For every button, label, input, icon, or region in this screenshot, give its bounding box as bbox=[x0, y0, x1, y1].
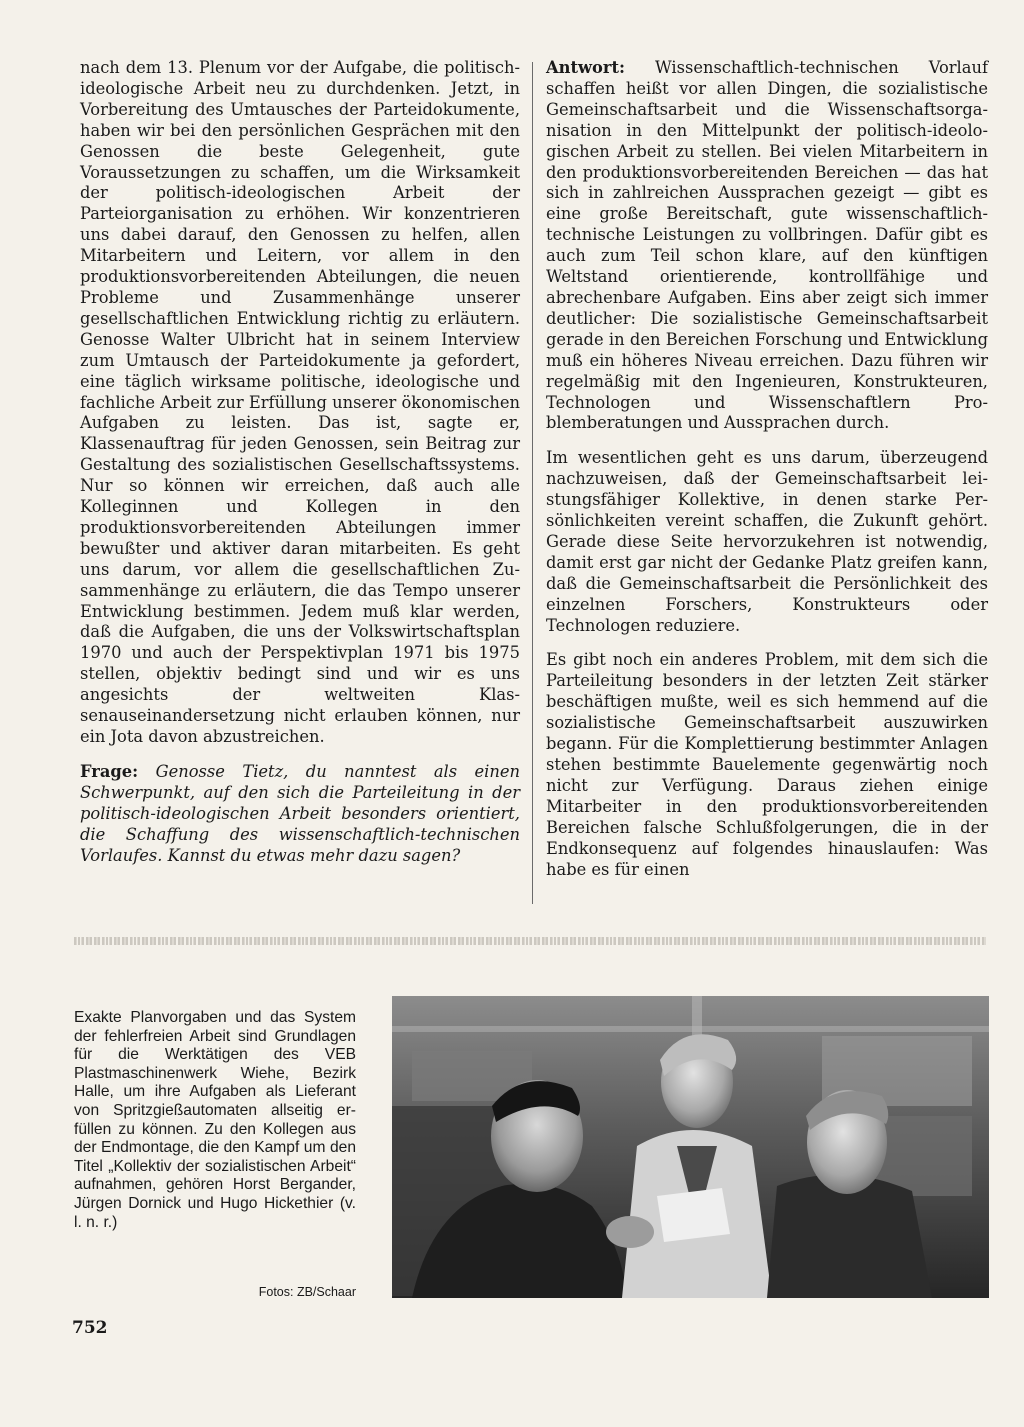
photo-credit: Fotos: ZB/Schaar bbox=[258, 1285, 356, 1299]
page-number: 752 bbox=[72, 1318, 108, 1338]
photo-workers bbox=[392, 996, 989, 1298]
body-paragraph: nach dem 13. Plenum vor der Aufgabe, die politisch-ideologische Arbeit neu zu durchdenken. Jetzt, in Vorbereitung des Umtausches der Parteidokumente, haben wir bei den persönlichen Gesprächen mit den Genossen die beste Gelegenheit, gute Voraussetzungen zu schaffen, um die Wirksamkeit der politisch-ideologischen Arbeit der Parteiorganisation zu erhöhen. Wir konzentrieren uns dabei darauf, den Genossen zu helfen, allen Mitarbeitern und Leitern, vor allem in den produktionsvorbereitenden Abteilungen, die neuen Probleme und Zusammenhänge unserer gesellschaftlichen Entwicklung richtig zu erläutern. Genosse Walter Ulbricht hat in seinem Interview zum Umtausch der Parteidokumente ja gefordert, eine täglich wirksame politische, ideologische und fachliche Arbeit zur Erfüllung unserer ökonomischen Aufgaben zu leisten. Das ist, sagte er, Klassenauftrag für jeden Genossen, sein Beitrag zur Gestaltung des sozialistischen Gesellschaftssystems. Nur so können wir erreichen, daß auch alle Kolleginnen und Kollegen in den produktionsvorbereitenden Abteilungen immer bewußter und aktiver daran mitarbeiten. Es geht uns darum, vor allem die gesellschaftlichen Zusammenhänge zu erläutern, die das Tempo unserer Entwicklung bestimmen. Jedem muß klar werden, daß die Aufgaben, die uns der Volkswirtschaftsplan 1970 und auch der Perspektivplan 1971 bis 1975 stellen, objektiv bedingt sind und wir es uns angesichts der weltweiten Klassenauseinandersetzung nicht erlauben können, nur ein Jota davon abzustreichen. bbox=[80, 58, 520, 746]
answer-text: Wissenschaftlich-technischen Vorlauf schaffen heißt vor allen Dingen, die sozialistische Gemeinschaftsarbeit und die Wissenschaftsorganisation in den Mittelpunkt der politisch-ideologischen Arbeit zu stellen. Bei vielen Mitarbeitern in den produktionsvorbereitenden Bereichen — das hat sich in zahlreichen Aussprachen gezeigt — gibt es eine große Bereitschaft, gute wissenschaftlich-technische Leistungen zu vollbringen. Dafür gibt es auch zum Teil schon klare, auf den künftigen Weltstand orientierende, kontrollfähige und abrechenbare Aufgaben. Eins aber zeigt sich immer deutlicher: Die sozialistische Gemeinschaftsarbeit gerade in den Bereichen Forschung und Entwicklung muß ein höheres Niveau erreichen. Dazu führen wir regelmäßig mit den Ingenieuren, Konstrukteuren, Technologen und Wissenschaftlern Problemberatungen und Aussprachen durch. bbox=[546, 58, 988, 433]
question-text: Genosse Tietz, du nanntest als einen Schwerpunkt, auf den sich die Parteileitung in der politisch-ideologischen Arbeit besonders orientiert, die Schaffung des wissenschaftlich-technischen Vorlaufes. Kannst du etwas mehr dazu sagen? bbox=[80, 761, 520, 865]
answer-paragraph bbox=[546, 58, 988, 434]
photo-caption: Exakte Planvorgaben und das System der fehlerfreien Arbeit sind Grundlagen für die Werktätigen des VEB Plastmaschinenwerk Wiehe, Bezirk Halle, um ihre Aufgaben als Lieferant von Spritzgießautomaten allseitig erfüllen zu können. Zu den Kollegen aus der Endmontage, die den Kampf um den Titel „Kollektiv der sozialistischen Arbeit“ aufnahmen, gehören Horst Bergander, Jürgen Dornick und Hugo Hickethier (v. l. n. r.) bbox=[74, 1009, 356, 1231]
left-column bbox=[80, 58, 520, 866]
section-separator bbox=[74, 937, 986, 945]
body-paragraph: Es gibt noch ein anderes Problem, mit dem sich die Parteileitung besonders in der letzten Zeit stärker beschäftigen mußte, weil es sich hemmend auf die sozialistische Gemeinschaftsarbeit auszuwirken begann. Für die Komplettierung bestimmter Anlagen stehen bestimmte Bauelemente gegenwärtig noch nicht zur Verfügung. Daraus ziehen einige Mitarbeiter in den produktionsvorbereitenden Bereichen falsche Schlußfolgerungen, die in der Endkonsequenz auf folgendes hinauslaufen: Was habe es für einen bbox=[546, 650, 988, 879]
question-paragraph bbox=[80, 762, 520, 867]
body-paragraph: Im wesentlichen geht es uns darum, überzeugend nachzuweisen, daß der Gemeinschaftsarbeit leistungsfähiger Kollektive, in denen starke Persönlichkeiten vereint schaffen, die Zukunft gehört. Gerade diese Seite hervorzukehren ist notwendig, damit erst gar nicht der Gedanke Platz greifen kann, daß die Gemeinschaftsarbeit die Persönlichkeit des einzelnen Forschers, Konstrukteurs oder Technologen reduziere. bbox=[546, 448, 988, 635]
question-label: Frage: bbox=[80, 761, 139, 781]
answer-label: Antwort: bbox=[546, 58, 625, 77]
column-divider bbox=[532, 62, 533, 904]
right-column bbox=[546, 58, 988, 880]
